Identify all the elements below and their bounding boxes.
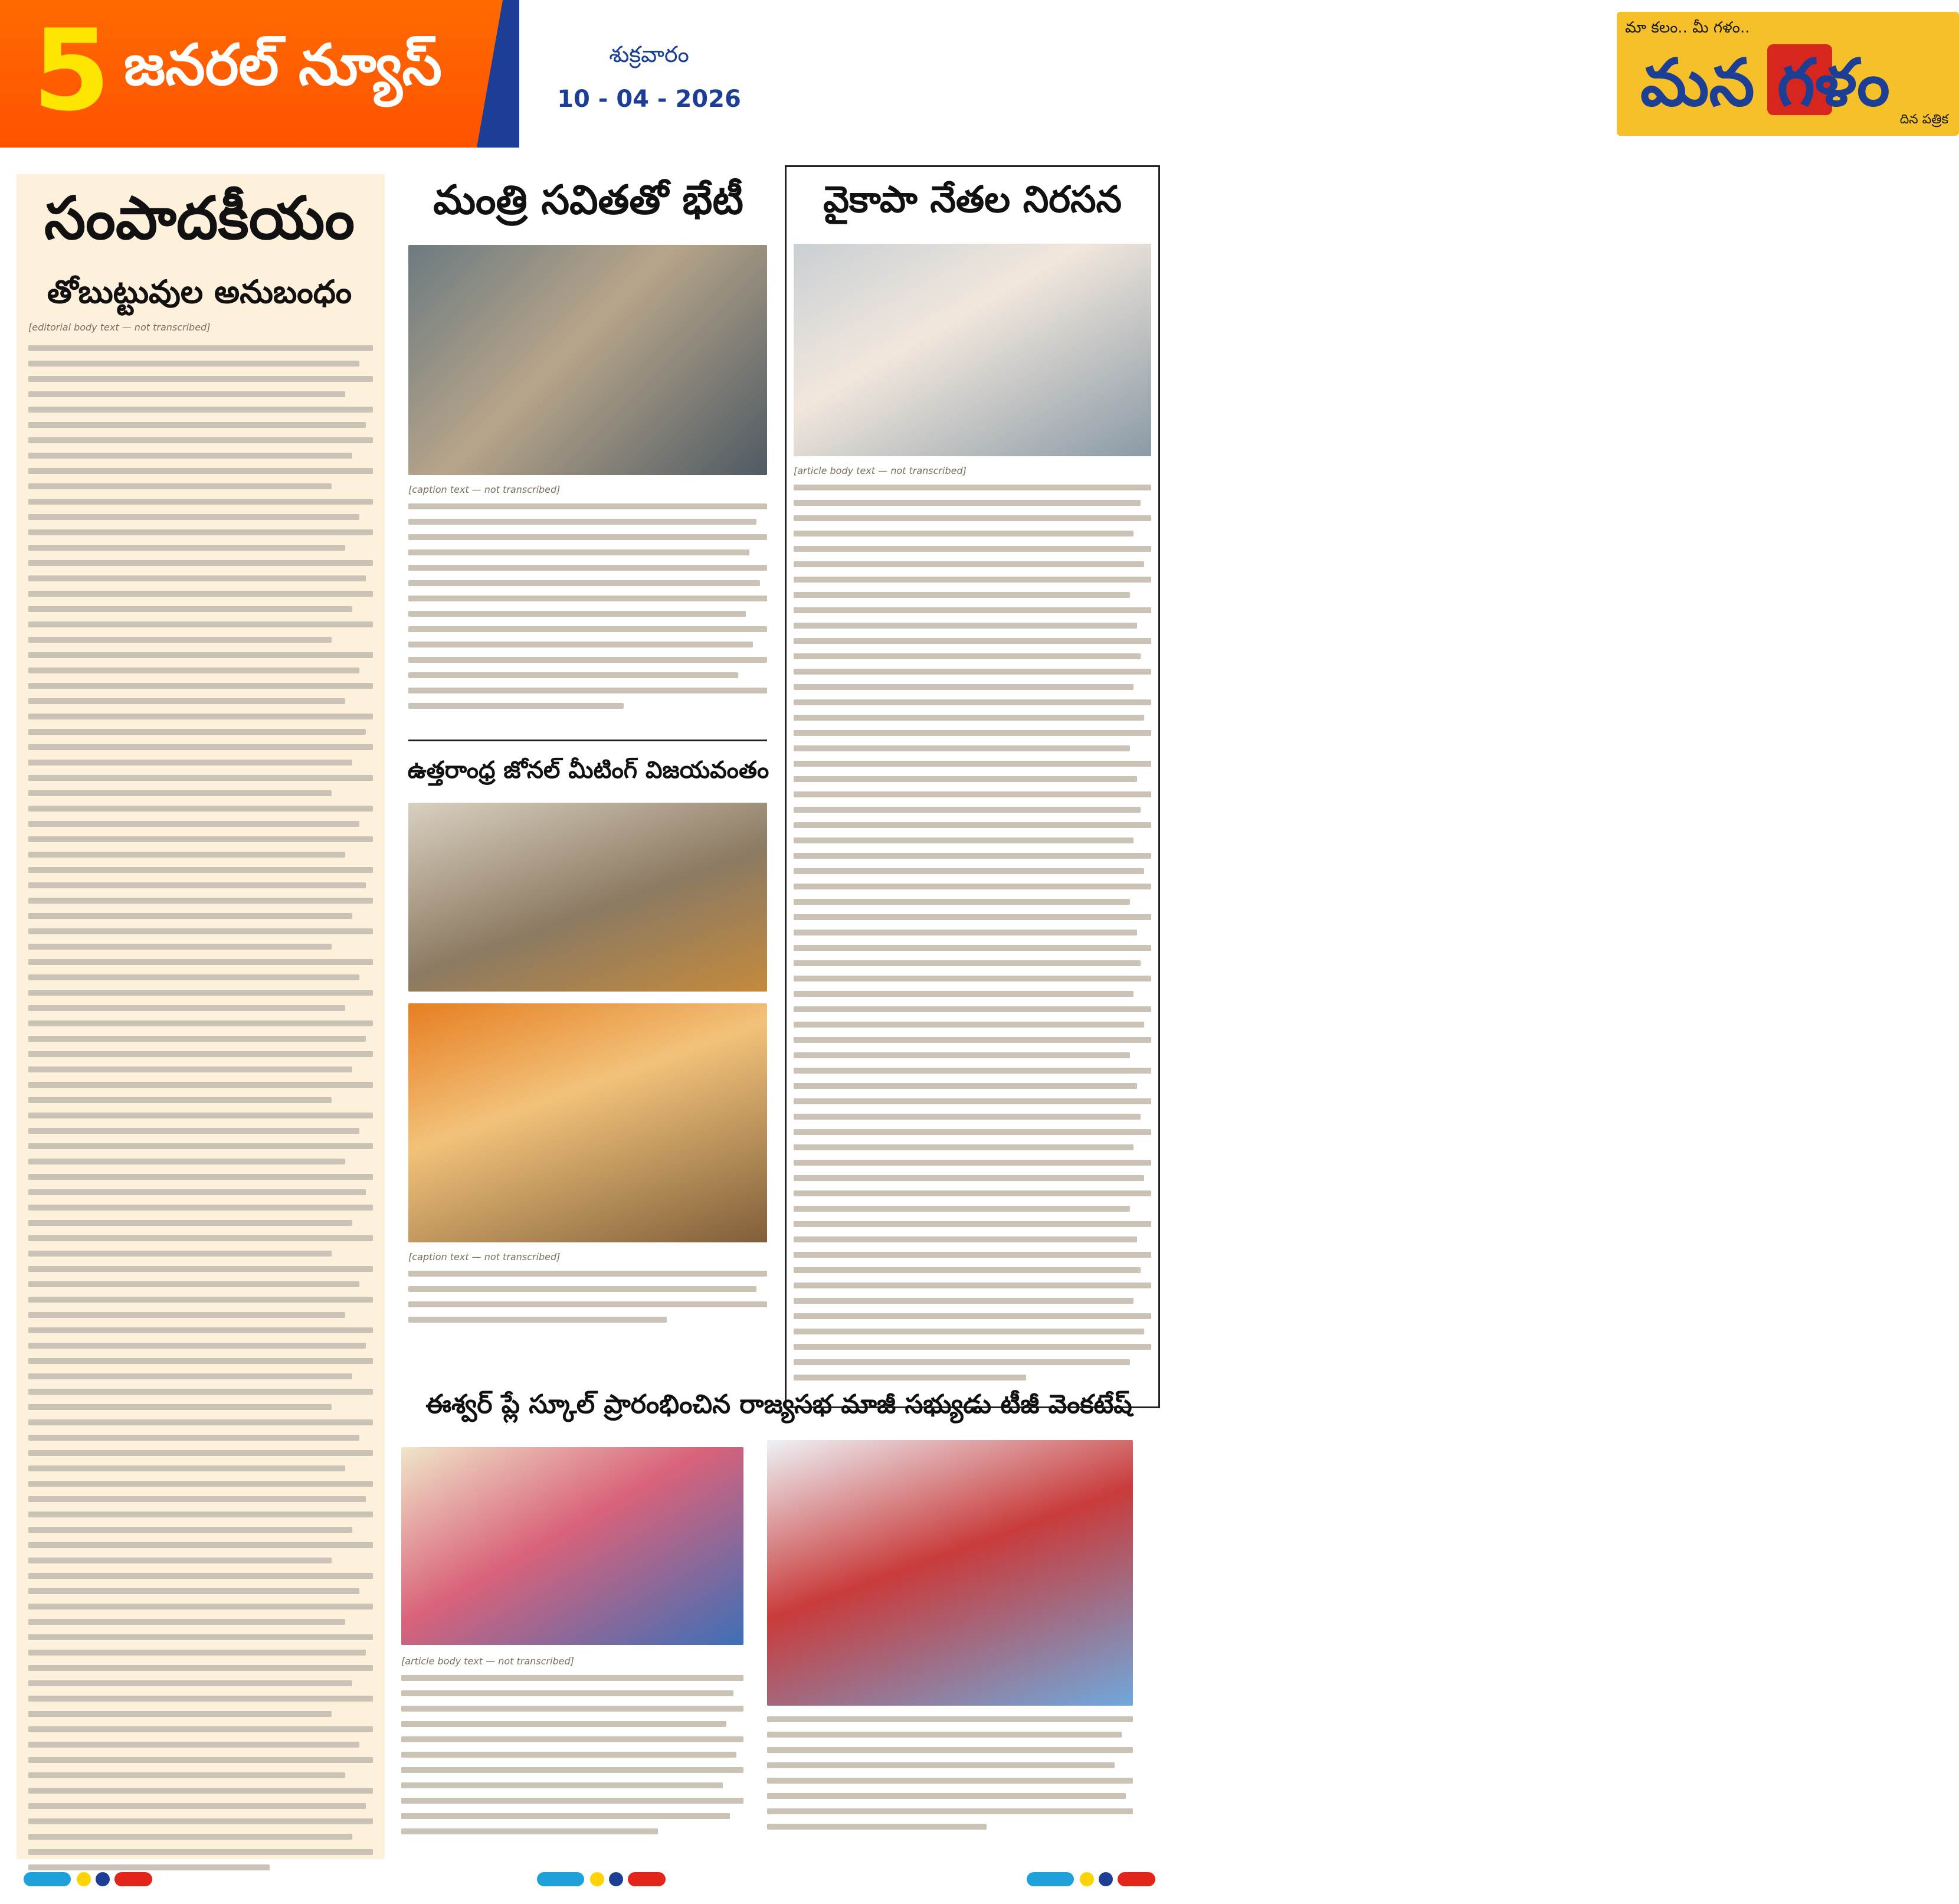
story2-caption-lines bbox=[408, 1271, 767, 1347]
school-opening-photo bbox=[401, 1447, 743, 1645]
editorial-title: సంపాదకీయం bbox=[44, 184, 355, 253]
logo-name: మన గళం bbox=[1640, 45, 1890, 120]
story1-caption-lines bbox=[408, 503, 767, 728]
footer-decoration-center bbox=[537, 1872, 667, 1886]
ribbon-cutting-photo bbox=[767, 1440, 1133, 1706]
middle-column bbox=[401, 168, 775, 1355]
bottom-story bbox=[401, 1381, 1157, 1860]
story4-headline: ఈశ్వర్ ప్లే స్కూల్ ప్రారంభించిన రాజ్యసభ మాజీ సభ్యుడు టీజీ వెంకటేష్ bbox=[425, 1389, 1132, 1419]
story3-body-placeholder: [article body text — not transcribed] bbox=[794, 465, 967, 476]
masthead bbox=[0, 0, 1948, 148]
section-title: జనరల్ న్యూస్ bbox=[124, 32, 442, 98]
protest-photo bbox=[794, 244, 1151, 456]
story1-caption-placeholder: [caption text — not transcribed] bbox=[408, 484, 561, 495]
logo-tagline: మా కలం.. మీ గళం.. bbox=[1625, 19, 1750, 37]
story3-body-lines bbox=[794, 485, 1151, 1396]
masthead-date-area bbox=[519, 0, 802, 148]
footer-decoration-left bbox=[24, 1872, 153, 1886]
story4-body-lines-right bbox=[767, 1716, 1133, 1852]
right-column-story bbox=[785, 165, 1160, 1408]
editorial-body-lines bbox=[28, 345, 373, 1850]
story1-headline: మంత్రి సవితతో భేటీ bbox=[433, 177, 743, 224]
story-divider bbox=[408, 740, 767, 741]
editorial-body-placeholder: [editorial body text — not transcribed] bbox=[28, 322, 211, 333]
meeting-photo bbox=[408, 245, 767, 475]
masthead-logo-area bbox=[802, 0, 1948, 148]
masthead-day: శుక్రవారం bbox=[609, 41, 689, 67]
stage-event-photo bbox=[408, 1003, 767, 1242]
newspaper-logo bbox=[1617, 12, 1959, 136]
masthead-date: 10 - 04 - 2026 bbox=[557, 86, 741, 113]
story4-body-lines-left bbox=[401, 1675, 743, 1852]
page-number: 5 bbox=[32, 5, 111, 136]
editorial-subtitle: తోబుట్టువుల అనుబంధం bbox=[47, 273, 352, 310]
story4-body-placeholder: [article body text — not transcribed] bbox=[401, 1656, 574, 1667]
editorial-column bbox=[17, 174, 385, 1859]
story3-headline: వైకాపా నేతల నిరసన bbox=[823, 178, 1122, 221]
logo-subtitle: దిన పత్రిక bbox=[1899, 112, 1948, 127]
story2-headline: ఉత్తరాంధ్ర జోనల్ మీటింగ్ విజయవంతం bbox=[407, 757, 769, 784]
footer-decoration-right bbox=[1027, 1872, 1157, 1886]
story2-caption-placeholder: [caption text — not transcribed] bbox=[408, 1251, 561, 1262]
conference-hall-photo bbox=[408, 803, 767, 992]
